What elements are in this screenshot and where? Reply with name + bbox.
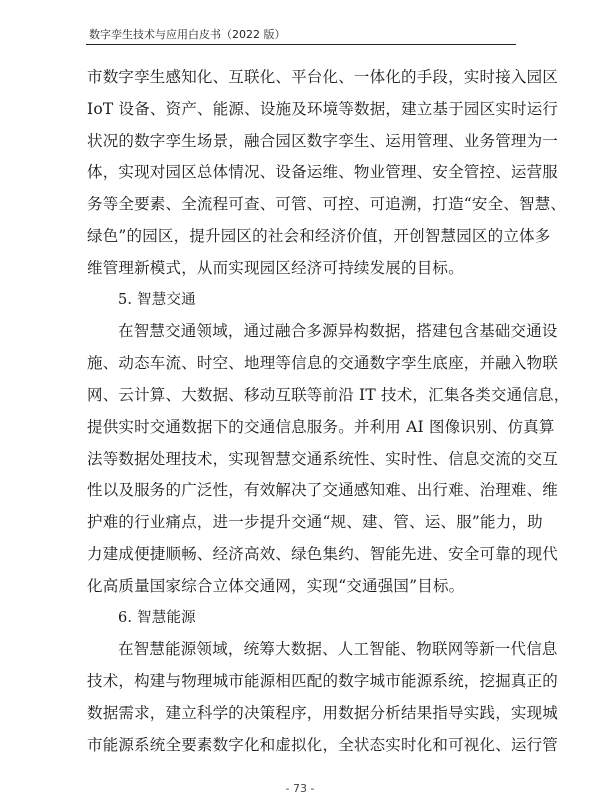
section-heading-smart-energy: 6. 智慧能源 [118,609,196,626]
paragraph-line: 在智慧能源领域，统筹大数据、人工智能、物联网等新一代信息 [118,640,558,659]
page-number: - 73 - [285,782,315,795]
paragraph-line: 提供实时交通数据下的交通信息服务。并利用 AI 图像识别、仿真算 [87,417,555,436]
paragraph-line: 力建成便捷顺畅、经济高效、绿色集约、智能先进、安全可靠的现代 [87,544,559,563]
paragraph-line: 化高质量国家综合立体交通网，实现“交通强国”目标。 [87,576,465,595]
paragraph-line: 市能源系统全要素数字化和虚拟化，全状态实时化和可视化、运行管 [87,735,559,754]
paragraph-line: 状况的数字孪生场景，融合园区数字孪生、运用管理、业务管理为一 [87,131,559,150]
paragraph-line: 护难的行业痛点，进一步提升交通“规、建、管、运、服”能力，助 [87,513,543,532]
paragraph-line: IoT 设备、资产、能源、设施及环境等数据，建立基于园区实时运行 [87,99,559,118]
paragraph-line: 绿色”的园区，提升园区的社会和经济价值，开创智慧园区的立体多 [87,226,551,245]
paragraph-line: 体，实现对园区总体情况、设备运维、物业管理、安全管控、运营服 [87,163,559,182]
paragraph-line: 性以及服务的广泛性，有效解决了交通感知难、出行难、治理难、维 [87,481,559,500]
paragraph-line: 网、云计算、大数据、移动互联等前沿 IT 技术，汇集各类交通信息， [87,385,570,404]
header-divider [86,44,516,45]
body-text [87,62,570,762]
paragraph-line: 市数字孪生感知化、互联化、平台化、一体化的手段，实时接入园区 [87,68,559,86]
paragraph-line: 在智慧交通领域，通过融合多源异构数据，搭建包含基础交通设 [118,322,558,341]
paragraph-line: 法等数据处理技术，实现智慧交通系统性、实时性、信息交流的交互 [87,449,559,468]
running-header-title: 数字孪生技术与应用白皮书（2022 版） [89,28,286,41]
paragraph-line: 施、动态车流、时空、地理等信息的交通数字孪生底座，并融入物联 [87,354,559,373]
paragraph-line: 务等全要素、全流程可查、可管、可控、可追溯，打造“安全、智慧、 [87,195,567,214]
paragraph-line: 维管理新模式，从而实现园区经济可持续发展的目标。 [87,258,464,277]
paragraph-line: 数据需求，建立科学的决策程序，用数据分析结果指导实践，实现城 [87,703,559,722]
paragraph-line: 技术，构建与物理城市能源相匹配的数字城市能源系统，挖掘真正的 [87,672,559,691]
section-heading-smart-transport: 5. 智慧交通 [118,291,196,308]
